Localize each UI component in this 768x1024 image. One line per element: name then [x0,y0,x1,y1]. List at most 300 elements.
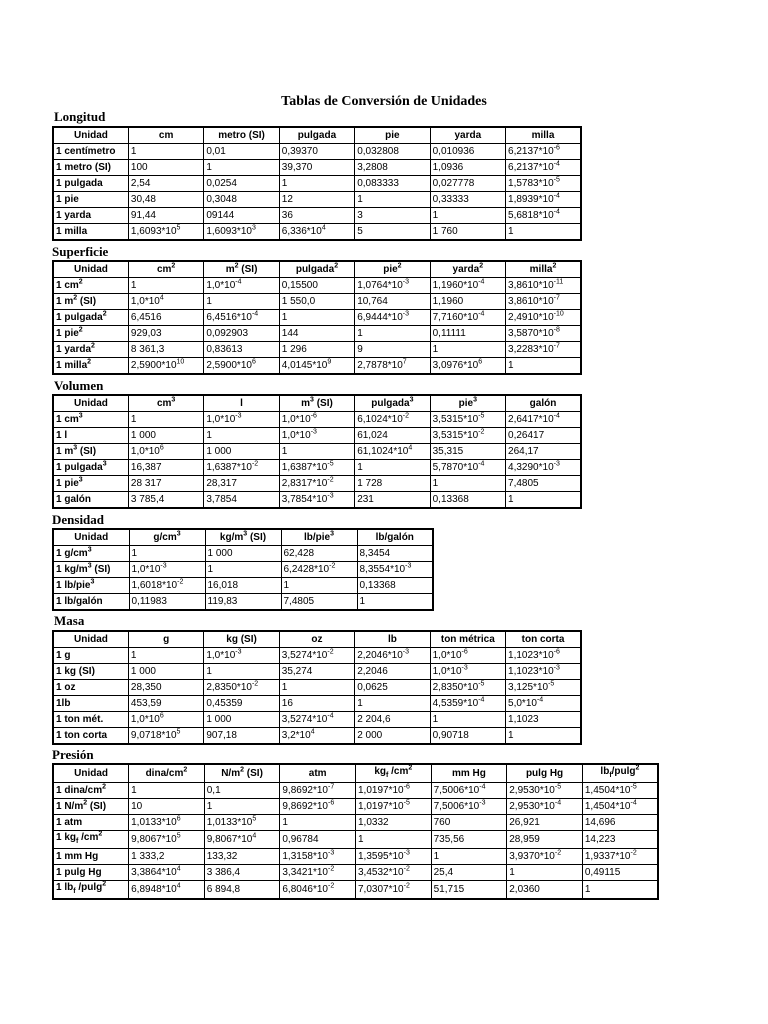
row-unit-label: 1 pie$^3$ [53,476,128,492]
table-cell: 3,7854 [204,492,279,509]
table-cell: 0,3048 [204,192,279,208]
table-cell: 0,11983 [129,594,205,611]
table-row [53,578,433,594]
table-row [53,492,581,509]
table-cell: $5,7870*10^{-4}$ [430,460,505,476]
row-unit-label: 1 ton mét. [53,712,128,728]
table-cell: 760 [431,815,507,831]
table-row [53,680,581,696]
table-row [53,224,581,241]
table-cell: 0,092903 [204,326,279,342]
table-densidad [52,528,434,611]
table-cell: 0,032808 [355,144,430,160]
table-cell: 0,0625 [355,680,430,696]
table-cell: 0,11111 [430,326,505,342]
row-unit-label: 1 ton corta [53,728,128,745]
table-cell: $2,9530*10^{-5}$ [507,783,583,799]
table-cell: 1 [281,578,357,594]
table-cell: 28,350 [128,680,203,696]
column-header: cm [128,127,203,144]
column-header: $N/m^2$ (SI) [204,764,280,783]
table-cell: 1 [279,310,354,326]
table-row [53,342,581,358]
table-cell: $7,0307*10^{-2}$ [356,881,432,900]
column-header: ton métrica [430,631,505,648]
column-header: g [128,631,203,648]
table-cell: $2,5900*10^6$ [204,358,279,375]
table-cell: $5,6818*10^{-4}$ [506,208,581,224]
table-cell: $2,4910*10^{-10}$ [506,310,581,326]
table-cell: $3,5274*10^{-2}$ [279,648,354,664]
table-cell: 2,0360 [507,881,583,900]
table-cell: 2 204,6 [355,712,430,728]
row-unit-label: 1 mm Hg [53,849,129,865]
table-cell: $1,1023*10^{-6}$ [506,648,581,664]
table-cell: 0,33333 [430,192,505,208]
table-cell: 7,4805 [281,594,357,611]
table-cell: 14,696 [582,815,658,831]
table-cell: $7,7160*10^{-4}$ [430,310,505,326]
table-row [53,664,581,680]
table-volumen [52,394,582,509]
table-cell: 8,3454 [357,546,433,562]
table-cell: 1 [128,144,203,160]
column-header: $g/cm^3$ [129,529,205,546]
row-unit-label: 1 $kg/m^3$ (SI) [53,562,129,578]
table-cell: 1 [355,326,430,342]
column-header: milla [506,127,581,144]
table-cell: 1 [355,192,430,208]
table-row [53,176,581,192]
table-cell: 2,54 [128,176,203,192]
table-cell: $1,3595*10^{-3}$ [356,849,432,865]
table-cell: 1 [204,294,279,310]
table-cell: $1,0*10^{-3}$ [430,664,505,680]
table-cell: 1 [204,664,279,680]
table-cell: $61,1024*10^4$ [355,444,430,460]
column-header: metro (SI) [204,127,279,144]
table-cell: $6,9444*10^{-3}$ [355,310,430,326]
table-cell: $3,0976*10^6$ [430,358,505,375]
table-cell: $1,6387*10^{-2}$ [204,460,279,476]
column-header: $m^3$ (SI) [279,395,354,412]
table-cell: 0,13368 [357,578,433,594]
table-cell: $3,125*10^{-5}$ [506,680,581,696]
row-unit-label: 1 metro (SI) [53,160,128,176]
table-row [53,460,581,476]
table-cell: 1 [506,358,581,375]
row-unit-label: 1 lb/pie$^3$ [53,578,129,594]
table-cell: 12 [279,192,354,208]
row-unit-label: 1 pulgada$^3$ [53,460,128,476]
table-cell: $3,3421*10^{-2}$ [280,865,356,881]
table-cell: $1,4504*10^{-5}$ [582,783,658,799]
table-row [53,278,581,294]
table-cell: $6,2137*10^{-6}$ [506,144,581,160]
column-header: pulg Hg [507,764,583,783]
table-cell: 1 000 [204,444,279,460]
table-header-row [53,764,658,783]
table-cell: $7,5006*10^{-3}$ [431,799,507,815]
table-cell: $6,4516*10^{-4}$ [204,310,279,326]
column-header: galón [506,395,581,412]
table-cell: 1 760 [430,224,505,241]
table-cell: $6,8046*10^{-2}$ [280,881,356,900]
table-cell: 25,4 [431,865,507,881]
column-header: mm Hg [431,764,507,783]
table-cell: 35,274 [279,664,354,680]
table-cell: 1 [128,278,203,294]
table-cell: $9,8067*10^5$ [129,831,205,849]
column-header: lb [355,631,430,648]
table-cell: 1 [507,865,583,881]
table-header-row [53,261,581,278]
table-cell: 39,370 [279,160,354,176]
table-cell: $2,9530*10^{-4}$ [507,799,583,815]
table-cell: $6,1024*10^{-2}$ [355,412,430,428]
document-title: Tablas de Conversión de Unidades [281,94,487,109]
table-cell: 1 000 [128,428,203,444]
section-title-superficie: Superficie [52,244,109,259]
row-unit-label: 1 yarda$^2$ [53,342,128,358]
table-cell: 1 [506,224,581,241]
table-cell: 1 [279,680,354,696]
table-cell: 0,45359 [204,696,279,712]
table-cell: $3,5274*10^{-4}$ [279,712,354,728]
table-row [53,594,433,611]
table-cell: $1,0*10^{-4}$ [204,278,279,294]
row-unit-label: 1 pulgada$^2$ [53,310,128,326]
row-unit-label: 1 l [53,428,128,444]
column-header: Unidad [53,261,128,278]
table-cell: $3,8610*10^{-7}$ [506,294,581,310]
table-cell: 35,315 [430,444,505,460]
table-cell: $2,8350*10^{-5}$ [430,680,505,696]
table-cell: $9,8692*10^{-7}$ [280,783,356,799]
table-cell: 0,027778 [430,176,505,192]
table-cell: 1 [356,831,432,849]
table-cell: 0,15500 [279,278,354,294]
column-header: atm [280,764,356,783]
table-cell: 26,921 [507,815,583,831]
row-unit-label: 1 kg (SI) [53,664,128,680]
table-cell: 28,317 [204,476,279,492]
table-cell: $2,5900*10^{10}$ [128,358,203,375]
table-row [53,160,581,176]
table-row [53,412,581,428]
table-cell: 1 [506,728,581,745]
column-header: pie [355,127,430,144]
row-unit-label: 1 $cm^2$ [53,278,128,294]
table-cell: $1,0*10^{-6}$ [430,648,505,664]
table-cell: 1 [431,849,507,865]
table-cell: 1 [129,783,205,799]
column-header: ton corta [506,631,581,648]
table-cell: $1,0*10^{-6}$ [279,412,354,428]
table-cell: 100 [128,160,203,176]
table-cell: 28 317 [128,476,203,492]
column-header: yarda [430,127,505,144]
section-title-masa: Masa [54,613,85,628]
table-cell: $2,6417*10^{-4}$ [506,412,581,428]
table-cell: 1,1960 [430,294,505,310]
table-row [53,831,658,849]
table-cell: 0,96784 [280,831,356,849]
column-header: pulgada$^3$ [355,395,430,412]
table-cell: 1,1023 [506,712,581,728]
table-cell: $1,0*10^{-3}$ [279,428,354,444]
row-unit-label: 1 oz [53,680,128,696]
table-cell: 1 [430,208,505,224]
table-cell: 28,959 [507,831,583,849]
table-cell: $1,8939*10^{-4}$ [506,192,581,208]
table-cell: 91,44 [128,208,203,224]
table-cell: 1 [582,881,658,900]
table-cell: 0,49115 [582,865,658,881]
table-header-row [53,631,581,648]
table-cell: 62,428 [281,546,357,562]
table-cell: 0,010936 [430,144,505,160]
table-cell: $1,0*10^6$ [128,712,203,728]
table-cell: 1 [355,696,430,712]
table-cell: 1 296 [279,342,354,358]
table-cell: 3 [355,208,430,224]
table-cell: 0,83613 [204,342,279,358]
table-row [53,728,581,745]
table-cell: 0,39370 [279,144,354,160]
table-row [53,546,433,562]
table-cell: $1,6093*10^3$ [204,224,279,241]
table-row [53,326,581,342]
table-cell: 1 [279,444,354,460]
table-cell: $3,8610*10^{-11}$ [506,278,581,294]
table-cell: $3,5315*10^{-2}$ [430,428,505,444]
table-cell: $5,0*10^{-4}$ [506,696,581,712]
table-cell: $1,6018*10^{-2}$ [129,578,205,594]
table-cell: 09144 [204,208,279,224]
table-cell: 1 [357,594,433,611]
table-cell: $1,1023*10^{-3}$ [506,664,581,680]
table-cell: $4,0145*10^9$ [279,358,354,375]
table-cell: 1 [430,476,505,492]
section-title-volumen: Volumen [54,378,104,393]
table-cell: $1,0*10^6$ [128,444,203,460]
table-cell: $7,5006*10^{-4}$ [431,783,507,799]
row-unit-label: 1 $cm^3$ [53,412,128,428]
column-header: $lb_f/pulg^2$ [582,764,658,783]
column-header: Unidad [53,529,129,546]
table-row [53,696,581,712]
column-header: lb/pie$^3$ [281,529,357,546]
table-cell: 1 [205,562,281,578]
table-cell: 0,01 [204,144,279,160]
table-cell: $3,2*10^4$ [279,728,354,745]
table-cell: 1 550,0 [279,294,354,310]
row-unit-label: 1 milla [53,224,128,241]
table-row [53,849,658,865]
column-header: Unidad [53,395,128,412]
table-cell: $1,0133*10^6$ [129,815,205,831]
table-cell: $6,2428*10^{-2}$ [281,562,357,578]
table-cell: $3,4532*10^{-2}$ [356,865,432,881]
table-cell: $3,2283*10^{-7}$ [506,342,581,358]
table-cell: 907,18 [204,728,279,745]
table-row [53,799,658,815]
table-row [53,444,581,460]
table-row [53,144,581,160]
table-cell: 1 000 [205,546,281,562]
table-cell: 14,223 [582,831,658,849]
row-unit-label: 1 $kg_f$ $/cm^2$ [53,831,129,849]
column-header: milla$^2$ [506,261,581,278]
table-cell: 16,387 [128,460,203,476]
table-cell: 1 333,2 [129,849,205,865]
table-cell: 1 [280,815,356,831]
table-cell: 30,48 [128,192,203,208]
table-cell: $1,3158*10^{-3}$ [280,849,356,865]
table-cell: 36 [279,208,354,224]
table-row [53,428,581,444]
column-header: $m^2$ (SI) [204,261,279,278]
table-cell: $2,8350*10^{-2}$ [204,680,279,696]
table-cell: 3 386,4 [204,865,280,881]
table-row [53,815,658,831]
table-cell: 3,2808 [355,160,430,176]
row-unit-label: 1 dina/$cm^2$ [53,783,129,799]
table-cell: $4,5359*10^{-4}$ [430,696,505,712]
table-cell: 453,59 [128,696,203,712]
table-cell: $1,0*10^{-3}$ [204,412,279,428]
table-cell: 2,2046 [355,664,430,680]
column-header: $kg_f$ $/cm^2$ [356,764,432,783]
row-unit-label: 1 $N/m^2$ (SI) [53,799,129,815]
table-cell: $1,5783*10^{-5}$ [506,176,581,192]
row-unit-label: 1 pulg Hg [53,865,129,881]
table-cell: 0,1 [204,783,280,799]
table-cell: 1 [355,460,430,476]
row-unit-label: 1lb [53,696,128,712]
table-cell: $3,7854*10^{-3}$ [279,492,354,509]
table-row [53,865,658,881]
column-header: Unidad [53,631,128,648]
table-cell: $1,0133*10^5$ [204,815,280,831]
table-row [53,712,581,728]
column-header: Unidad [53,764,129,783]
table-cell: 231 [355,492,430,509]
table-cell: 1 [128,412,203,428]
table-cell: 1,0936 [430,160,505,176]
table-cell: $1,6093*10^5$ [128,224,203,241]
table-row [53,310,581,326]
table-header-row [53,529,433,546]
table-cell: 0,90718 [430,728,505,745]
table-row [53,881,658,900]
row-unit-label: 1 yarda [53,208,128,224]
table-row [53,358,581,375]
table-cell: 1 000 [128,664,203,680]
table-cell: 144 [279,326,354,342]
table-cell: $3,5870*10^{-8}$ [506,326,581,342]
table-cell: $1,6387*10^{-5}$ [279,460,354,476]
table-cell: 1 [279,176,354,192]
table-cell: 1 728 [355,476,430,492]
table-cell: $1,0*10^{-3}$ [129,562,205,578]
table-row [53,648,581,664]
table-header-row [53,127,581,144]
table-cell: 1 [128,648,203,664]
column-header: oz [279,631,354,648]
table-cell: $1,0197*10^{-6}$ [356,783,432,799]
table-cell: $3,5315*10^{-5}$ [430,412,505,428]
table-cell: $1,0764*10^{-3}$ [355,278,430,294]
table-cell: $6,2137*10^{-4}$ [506,160,581,176]
table-cell: 61,024 [355,428,430,444]
row-unit-label: 1 pie$^2$ [53,326,128,342]
table-row [53,192,581,208]
column-header: $cm^2$ [128,261,203,278]
table-cell: 1,0332 [356,815,432,831]
table-cell: $2,2046*10^{-3}$ [355,648,430,664]
table-cell: 0,083333 [355,176,430,192]
table-row [53,562,433,578]
table-cell: $3,9370*10^{-2}$ [507,849,583,865]
row-unit-label: 1 galón [53,492,128,509]
table-cell: 1 [204,160,279,176]
row-unit-label: 1 g [53,648,128,664]
table-row [53,208,581,224]
column-header: dina/$cm^2$ [129,764,205,783]
table-cell: 0,13368 [430,492,505,509]
row-unit-label: 1 $g/cm^3$ [53,546,129,562]
table-cell: 6,4516 [128,310,203,326]
row-unit-label: 1 pulgada [53,176,128,192]
section-title-presion: Presión [52,747,94,762]
row-unit-label: 1 centímetro [53,144,128,160]
table-cell: 7,4805 [506,476,581,492]
table-cell: 9 [355,342,430,358]
table-cell: $9,8067*10^4$ [204,831,280,849]
section-title-densidad: Densidad [52,512,105,527]
table-cell: $6,8948*10^4$ [129,881,205,900]
table-cell: 1 [430,712,505,728]
section-title-longitud: Longitud [54,109,106,124]
table-cell: 1 [506,492,581,509]
table-cell: 929,03 [128,326,203,342]
column-header: yarda$^2$ [430,261,505,278]
table-cell: 264,17 [506,444,581,460]
table-cell: 5 [355,224,430,241]
table-cell: $9,0718*10^5$ [128,728,203,745]
row-unit-label: 1 atm [53,815,129,831]
table-cell: 119,83 [205,594,281,611]
column-header: pie$^3$ [430,395,505,412]
column-header: pulgada [279,127,354,144]
column-header: $kg/m^3$ (SI) [205,529,281,546]
table-cell: $1,4504*10^{-4}$ [582,799,658,815]
table-cell: 51,715 [431,881,507,900]
table-cell: 10 [129,799,205,815]
column-header: lb/galón [357,529,433,546]
table-cell: 1 [204,799,280,815]
table-cell: 0,26417 [506,428,581,444]
column-header: kg (SI) [204,631,279,648]
table-cell: $1,1960*10^{-4}$ [430,278,505,294]
table-cell: 2 000 [355,728,430,745]
table-header-row [53,395,581,412]
table-cell: 16 [279,696,354,712]
table-cell: 10,764 [355,294,430,310]
column-header: pie$^2$ [355,261,430,278]
